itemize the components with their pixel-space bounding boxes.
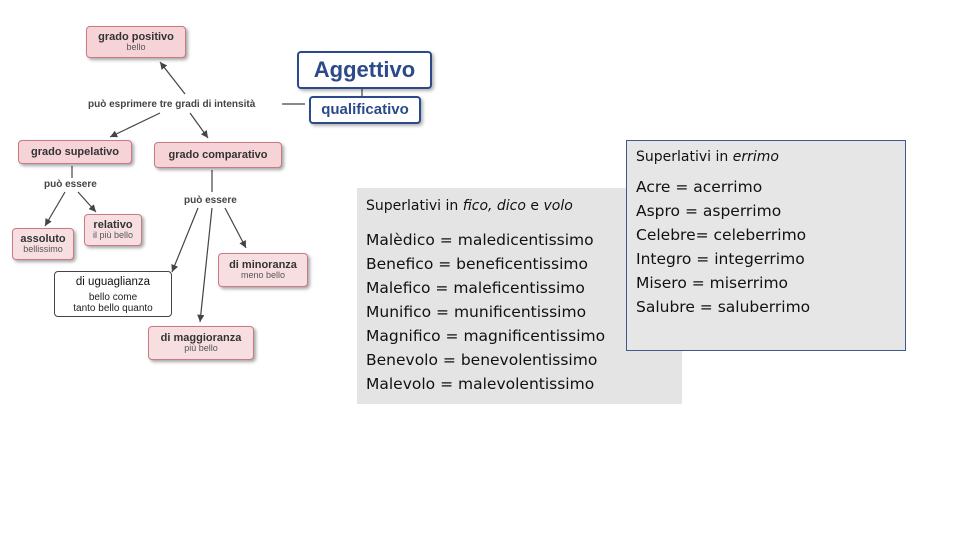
arrow-to-relativo — [78, 192, 96, 212]
superlative-form: = magnificentissimo — [440, 327, 606, 345]
positive-form: Malèdico — [366, 231, 435, 249]
node-grado-positivo — [86, 26, 186, 58]
superlative-form: = beneficentissimo — [433, 255, 588, 273]
superlative-form: = maledicentissimo — [434, 231, 594, 249]
positive-form: Benevolo — [366, 351, 438, 369]
heading-suffix: e — [525, 198, 544, 214]
node-grado-comparativo — [154, 142, 282, 168]
node-title: grado comparativo — [168, 149, 268, 161]
node-example: tanto bello quanto — [73, 302, 153, 314]
heading-prefix: Superlativi in — [366, 198, 463, 214]
list-item — [636, 247, 905, 271]
positive-form: Aspro — [636, 202, 681, 220]
node-example: bellissimo — [23, 244, 63, 255]
positive-form: Munifico — [366, 303, 432, 321]
qualificativo-title: qualificativo — [309, 96, 421, 124]
node-title: grado supelativo — [30, 146, 120, 158]
aggettivo-title: Aggettivo — [297, 51, 432, 89]
positive-form: Integro — [636, 250, 692, 268]
node-example: meno bello — [240, 270, 286, 281]
word-list — [636, 175, 905, 319]
node-relativo — [84, 214, 142, 246]
arrow-to-minoranza — [225, 208, 246, 248]
superlative-form: = saluberrimo — [694, 298, 811, 316]
node-title: di maggioranza — [160, 332, 242, 344]
positive-form: Acre — [636, 178, 671, 196]
panel-heading — [636, 149, 905, 165]
heading-italic: fico, dico — [462, 198, 526, 214]
node-title: di uguaglianza — [75, 276, 151, 288]
list-item — [636, 295, 905, 319]
superlative-form: = celeberrimo — [695, 226, 807, 244]
node-title: relativo — [93, 219, 133, 231]
heading-italic: errimo — [732, 149, 779, 165]
list-item — [366, 372, 682, 396]
heading-prefix: Superlativi in — [636, 149, 733, 165]
list-item — [636, 271, 905, 295]
superlative-form: = malevolentissimo — [435, 375, 595, 393]
node-assoluto — [12, 228, 74, 260]
link-label-puo-essere-comparativo: può essere — [184, 195, 237, 206]
arrow-to-positivo — [160, 62, 185, 94]
node-title: di minoranza — [229, 259, 297, 271]
node-example: il più bello — [92, 230, 134, 241]
superlative-form: = integerrimo — [691, 250, 805, 268]
list-item — [636, 175, 905, 199]
link-label-puo-essere-superlativo: può essere — [44, 179, 97, 190]
positive-form: Benefico — [366, 255, 434, 273]
panel-superlativi-errimo — [626, 140, 906, 351]
positive-form: Celebre — [636, 226, 696, 244]
node-title: grado positivo — [98, 31, 174, 43]
list-item — [366, 348, 682, 372]
superlative-form: = asperrimo — [680, 202, 782, 220]
superlative-form: = maleficentissimo — [430, 279, 585, 297]
positive-form: Malefico — [366, 279, 431, 297]
node-grado-superlativo — [18, 140, 132, 164]
arrow-to-assoluto — [45, 192, 65, 226]
link-label-gradi: può esprimere tre gradi di intensità — [88, 99, 256, 110]
arrow-to-uguaglianza — [172, 208, 198, 272]
superlative-form: = munificentissimo — [431, 303, 587, 321]
superlative-form: = miserrimo — [686, 274, 789, 292]
node-maggioranza — [148, 326, 254, 360]
node-example: bello come — [88, 291, 138, 303]
superlative-form: = benevolentissimo — [437, 351, 598, 369]
node-minoranza — [218, 253, 308, 287]
superlative-form: = acerrimo — [670, 178, 763, 196]
node-title: assoluto — [20, 233, 66, 245]
arrow-to-superlativo — [110, 113, 160, 137]
positive-form: Misero — [636, 274, 687, 292]
positive-form: Magnifico — [366, 327, 441, 345]
node-example: bello — [126, 42, 146, 53]
positive-form: Salubre — [636, 298, 695, 316]
list-item — [636, 223, 905, 247]
positive-form: Malevolo — [366, 375, 436, 393]
node-uguaglianza — [54, 271, 172, 317]
node-example: più bello — [184, 343, 218, 354]
list-item — [636, 199, 905, 223]
arrow-to-comparativo — [190, 113, 208, 138]
heading-italic-2: volo — [543, 198, 573, 214]
arrow-to-maggioranza — [200, 208, 212, 322]
